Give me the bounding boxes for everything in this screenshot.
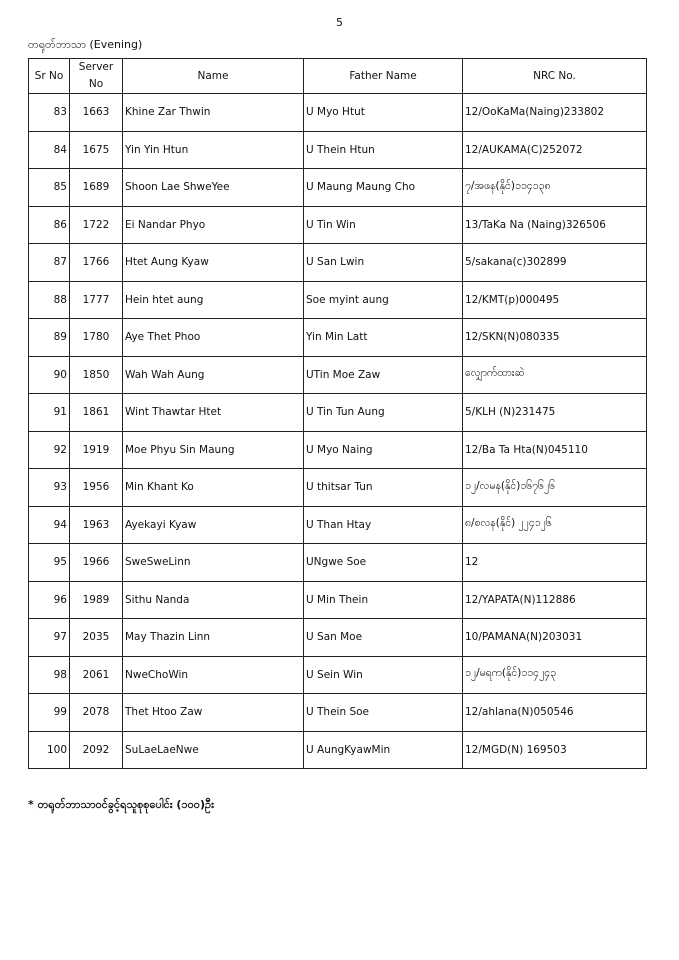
cell-server-no: 1780 — [70, 319, 123, 357]
cell-name: Wah Wah Aung — [123, 356, 304, 394]
cell-nrc-no: 5/sakana(c)302899 — [463, 244, 647, 282]
cell-nrc-no: 13/TaKa Na (Naing)326506 — [463, 206, 647, 244]
cell-father-name: U thitsar Tun — [304, 469, 463, 507]
table-row — [29, 731, 647, 769]
cell-father-name: U Myo Naing — [304, 431, 463, 469]
table-row — [29, 694, 647, 732]
cell-sr-no: 88 — [29, 281, 70, 319]
cell-nrc-no: 5/KLH (N)231475 — [463, 394, 647, 432]
cell-sr-no: 100 — [29, 731, 70, 769]
table-row — [29, 319, 647, 357]
cell-server-no: 1777 — [70, 281, 123, 319]
cell-nrc-no: 12/ahlana(N)050546 — [463, 694, 647, 732]
cell-nrc-no: 12 — [463, 544, 647, 582]
table-row — [29, 281, 647, 319]
cell-server-no: 1966 — [70, 544, 123, 582]
cell-father-name: U San Moe — [304, 619, 463, 657]
cell-name: SweSweLinn — [123, 544, 304, 582]
cell-server-no: 1963 — [70, 506, 123, 544]
cell-name: Yin Yin Htun — [123, 131, 304, 169]
cell-nrc-no: 10/PAMANA(N)203031 — [463, 619, 647, 657]
table-row — [29, 469, 647, 507]
cell-sr-no: 99 — [29, 694, 70, 732]
cell-father-name: Soe myint aung — [304, 281, 463, 319]
cell-sr-no: 91 — [29, 394, 70, 432]
header-sr-no: Sr No — [29, 59, 70, 94]
table-row — [29, 656, 647, 694]
cell-name: Moe Phyu Sin Maung — [123, 431, 304, 469]
cell-nrc-no: 12/MGD(N) 169503 — [463, 731, 647, 769]
table-header-row — [29, 59, 647, 94]
cell-father-name: UTin Moe Zaw — [304, 356, 463, 394]
cell-server-no: 1956 — [70, 469, 123, 507]
cell-server-no: 1689 — [70, 169, 123, 207]
cell-father-name: U Myo Htut — [304, 94, 463, 132]
cell-server-no: 1663 — [70, 94, 123, 132]
cell-father-name: U Than Htay — [304, 506, 463, 544]
header-server-no — [70, 59, 123, 94]
cell-name: Hein htet aung — [123, 281, 304, 319]
cell-father-name: UNgwe Soe — [304, 544, 463, 582]
cell-sr-no: 92 — [29, 431, 70, 469]
table-row — [29, 131, 647, 169]
cell-server-no: 2061 — [70, 656, 123, 694]
cell-name: Khine Zar Thwin — [123, 94, 304, 132]
cell-server-no: 1722 — [70, 206, 123, 244]
cell-sr-no: 98 — [29, 656, 70, 694]
cell-nrc-no: ၇/အဖန(နိုင်)၁၁၄၁၃၈ — [463, 169, 647, 207]
cell-nrc-no: 12/KMT(p)000495 — [463, 281, 647, 319]
cell-sr-no: 89 — [29, 319, 70, 357]
cell-nrc-no: 12/Ba Ta Hta(N)045110 — [463, 431, 647, 469]
cell-sr-no: 86 — [29, 206, 70, 244]
cell-server-no: 1919 — [70, 431, 123, 469]
cell-server-no: 2092 — [70, 731, 123, 769]
cell-nrc-no: လျှောက်ထားဆဲ — [463, 356, 647, 394]
cell-sr-no: 96 — [29, 581, 70, 619]
cell-father-name: U Min Thein — [304, 581, 463, 619]
table-row — [29, 544, 647, 582]
cell-father-name: U Tin Tun Aung — [304, 394, 463, 432]
table-row — [29, 244, 647, 282]
cell-server-no: 1766 — [70, 244, 123, 282]
cell-name: Htet Aung Kyaw — [123, 244, 304, 282]
cell-sr-no: 87 — [29, 244, 70, 282]
cell-server-no: 1850 — [70, 356, 123, 394]
cell-sr-no: 95 — [29, 544, 70, 582]
cell-nrc-no: ၁၂/လမန(နိုင်)၁၆၇၆၂၆ — [463, 469, 647, 507]
header-nrc-no: NRC No. — [463, 59, 647, 94]
cell-sr-no: 85 — [29, 169, 70, 207]
cell-sr-no: 83 — [29, 94, 70, 132]
cell-name: Aye Thet Phoo — [123, 319, 304, 357]
cell-name: Thet Htoo Zaw — [123, 694, 304, 732]
cell-nrc-no: ၈/စလန(နိုင်) ၂၂၄၁၂၆ — [463, 506, 647, 544]
roster-table — [28, 58, 647, 769]
cell-server-no: 2035 — [70, 619, 123, 657]
header-name: Name — [123, 59, 304, 94]
table-row — [29, 206, 647, 244]
cell-father-name: U San Lwin — [304, 244, 463, 282]
table-row — [29, 394, 647, 432]
cell-name: Ei Nandar Phyo — [123, 206, 304, 244]
header-server-no-text: Server No — [78, 61, 114, 90]
table-row — [29, 506, 647, 544]
cell-nrc-no: 12/YAPATA(N)112886 — [463, 581, 647, 619]
cell-sr-no: 93 — [29, 469, 70, 507]
cell-name: May Thazin Linn — [123, 619, 304, 657]
cell-father-name: Yin Min Latt — [304, 319, 463, 357]
cell-nrc-no: ၁၂/မရက(နိုင်)၁၁၄၂၄၃ — [463, 656, 647, 694]
table-row — [29, 431, 647, 469]
cell-server-no: 1861 — [70, 394, 123, 432]
table-row — [29, 581, 647, 619]
cell-sr-no: 90 — [29, 356, 70, 394]
footnote: * တရုတ်ဘာသာဝင်ခွင့်ရသူစုစုပေါင်း (၁၀၀)ဦး — [28, 798, 214, 811]
table-row — [29, 169, 647, 207]
cell-nrc-no: 12/OoKaMa(Naing)233802 — [463, 94, 647, 132]
cell-nrc-no: 12/SKN(N)080335 — [463, 319, 647, 357]
cell-name: Sithu Nanda — [123, 581, 304, 619]
cell-nrc-no: 12/AUKAMA(C)252072 — [463, 131, 647, 169]
cell-name: Min Khant Ko — [123, 469, 304, 507]
cell-name: Shoon Lae ShweYee — [123, 169, 304, 207]
cell-server-no: 2078 — [70, 694, 123, 732]
section-heading: တရုတ်ဘာသာ (Evening) — [28, 38, 143, 51]
cell-name: Ayekayi Kyaw — [123, 506, 304, 544]
cell-sr-no: 97 — [29, 619, 70, 657]
cell-father-name: U Thein Soe — [304, 694, 463, 732]
cell-father-name: U AungKyawMin — [304, 731, 463, 769]
cell-name: NweChoWin — [123, 656, 304, 694]
cell-father-name: U Maung Maung Cho — [304, 169, 463, 207]
header-father-name: Father Name — [304, 59, 463, 94]
cell-name: Wint Thawtar Htet — [123, 394, 304, 432]
cell-father-name: U Tin Win — [304, 206, 463, 244]
cell-father-name: U Thein Htun — [304, 131, 463, 169]
table-row — [29, 619, 647, 657]
table-row — [29, 356, 647, 394]
cell-sr-no: 94 — [29, 506, 70, 544]
cell-server-no: 1989 — [70, 581, 123, 619]
page-number: 5 — [336, 16, 343, 29]
table-row — [29, 94, 647, 132]
cell-sr-no: 84 — [29, 131, 70, 169]
cell-name: SuLaeLaeNwe — [123, 731, 304, 769]
cell-server-no: 1675 — [70, 131, 123, 169]
cell-father-name: U Sein Win — [304, 656, 463, 694]
